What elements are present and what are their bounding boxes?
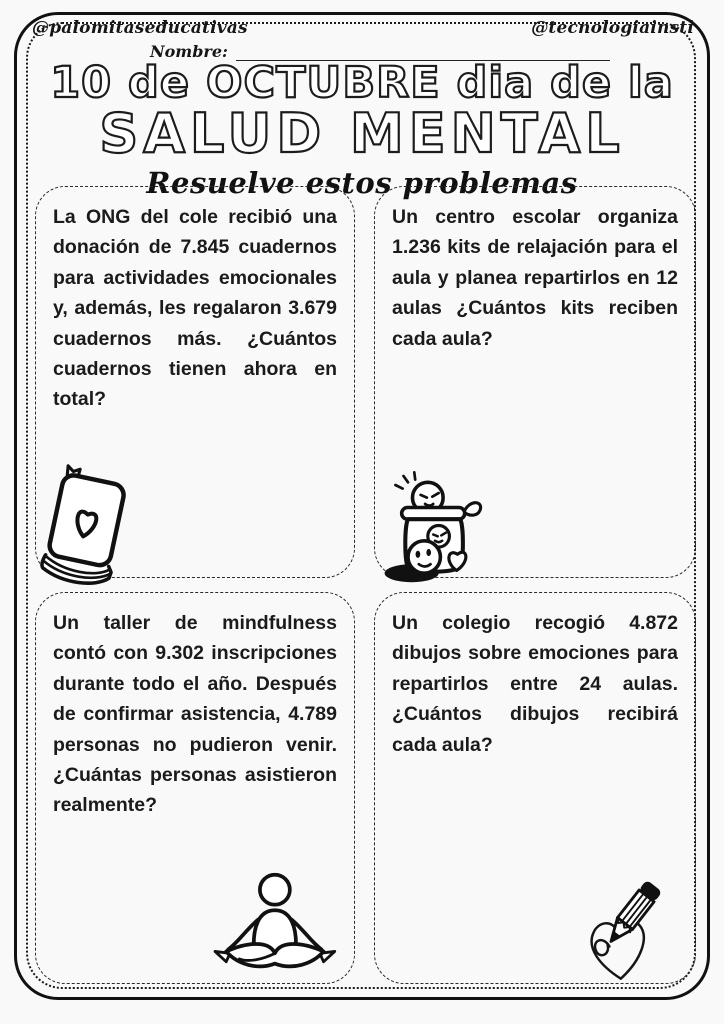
title-block [0, 58, 724, 200]
problem-card-3 [35, 592, 355, 984]
problem-3-text: Un taller de mindfulness contó con 9.302 inscripciones durante todo el año. Después de confirmar asistencia, 4.789 personas no pudieron venir. ¿Cuántas personas asistieron realmente? [53, 612, 337, 817]
problem-card-4 [374, 592, 696, 984]
problem-card-1 [35, 186, 355, 578]
social-handle-right: @tecnologiainsti [531, 18, 694, 38]
problem-2-text: Un centro escolar organiza 1.236 kits de relajación para el aula y planea repartirlos en 12 aulas ¿Cuántos kits reciben cada aula? [392, 206, 678, 350]
name-label: Nombre: [150, 42, 228, 61]
book-with-heart-icon [32, 467, 130, 585]
meditating-person-icon [198, 871, 348, 987]
problem-4-text: Un colegio recogió 4.872 dibujos sobre emociones para repartirlos entre 24 aulas. ¿Cuántos dibujos recibirá cada aula? [392, 612, 678, 756]
problem-card-2 [374, 186, 696, 578]
subtitle: Resuelve estos problemas [146, 166, 578, 200]
social-handle-left: @palomitaseducativas [32, 18, 248, 38]
heart-and-pencil-icon [541, 863, 693, 991]
jar-of-smileys-icon [381, 471, 489, 589]
title-line-1: 10 de OCTUBRE dia de la [50, 58, 674, 108]
problem-1-text: La ONG del cole recibió una donación de 7.845 cuadernos para actividades emocionales y, además, les regalaron 3.679 cuadernos más. ¿Cuántos cuadernos tienen ahora en total? [53, 206, 337, 411]
title-line-2: SALUD MENTAL [99, 102, 625, 165]
